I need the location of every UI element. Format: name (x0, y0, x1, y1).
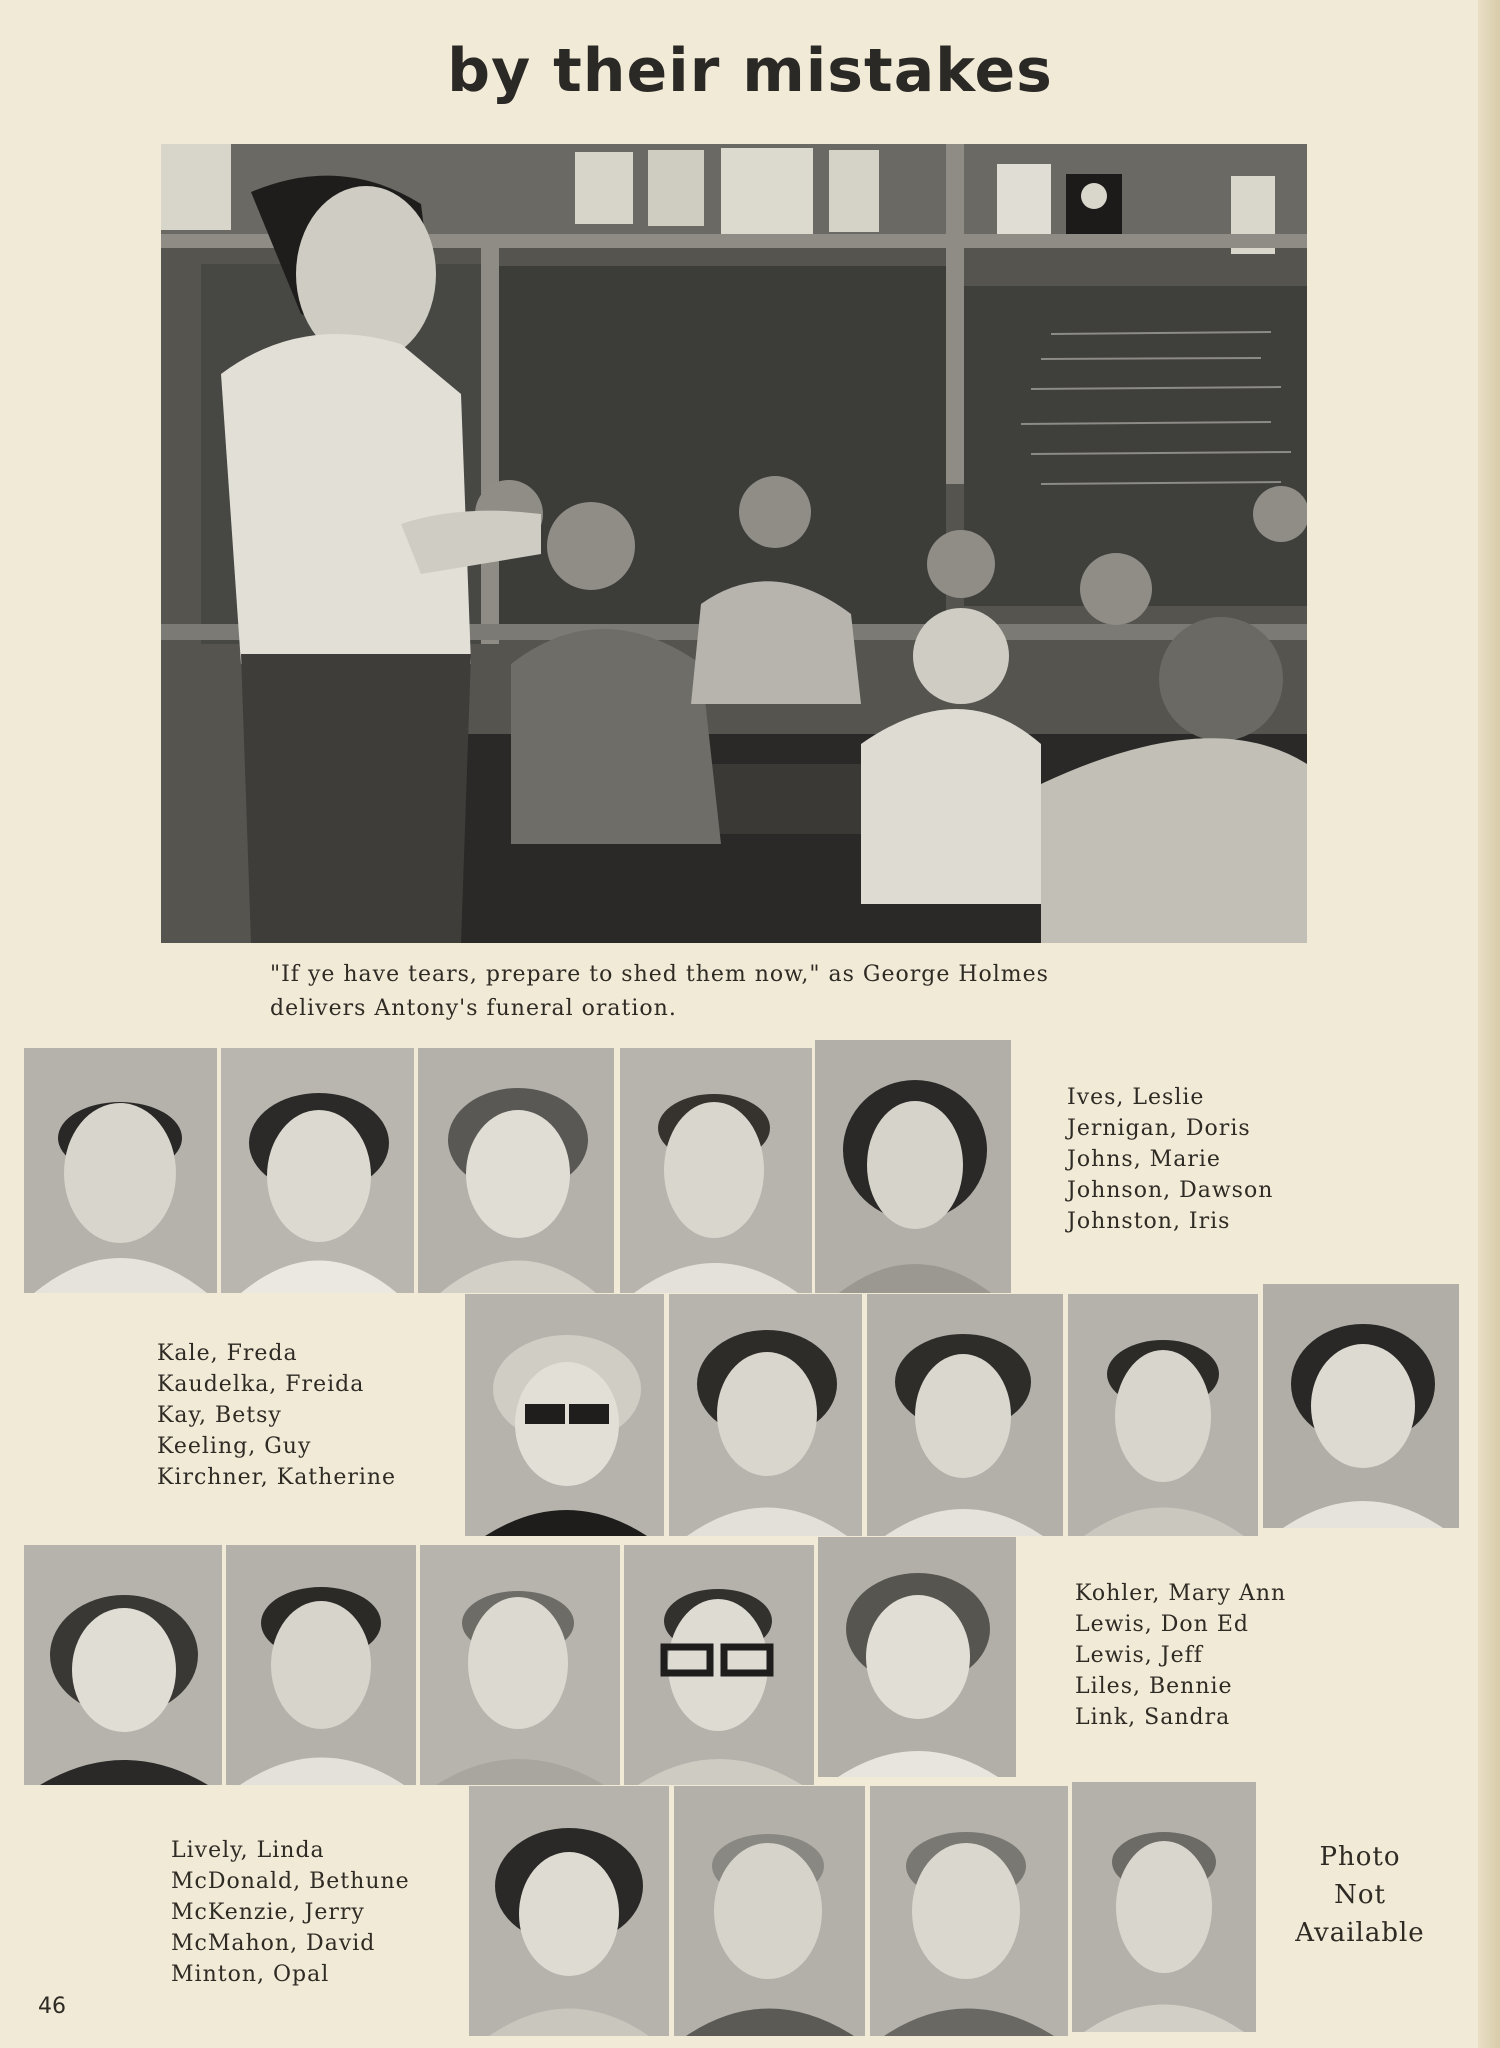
page-edge (1478, 0, 1500, 2048)
student-name: Kaudelka, Freida (157, 1372, 365, 1397)
portrait (24, 1048, 217, 1293)
names-list (1067, 1082, 1273, 1237)
placeholder-line: Available (1295, 1918, 1425, 1948)
student-name: Kale, Freda (157, 1341, 298, 1366)
names-list (171, 1835, 410, 1990)
student-name: McMahon, David (171, 1931, 376, 1956)
student-name: Kohler, Mary Ann (1075, 1581, 1287, 1606)
student-name: McDonald, Bethune (171, 1869, 410, 1894)
portrait (226, 1545, 416, 1785)
page-number: 46 (38, 1994, 66, 2019)
student-name: Johnson, Dawson (1067, 1178, 1274, 1203)
portrait (870, 1786, 1068, 2036)
student-name: Lively, Linda (171, 1838, 325, 1863)
portrait (1068, 1294, 1258, 1536)
portrait (620, 1048, 812, 1293)
classroom-photo (161, 144, 1307, 943)
placeholder-line: Not (1334, 1880, 1386, 1910)
portrait (815, 1040, 1011, 1293)
student-name: Johnston, Iris (1067, 1209, 1231, 1234)
portrait (465, 1294, 664, 1536)
student-name: Kay, Betsy (157, 1403, 282, 1428)
portrait (24, 1545, 222, 1785)
caption-line: "If ye have tears, prepare to shed them now," as George Holmes (270, 962, 1049, 987)
photo-not-available (1260, 1838, 1460, 1952)
portrait (418, 1048, 614, 1293)
caption-line: delivers Antony's funeral oration. (270, 996, 677, 1021)
portrait (221, 1048, 414, 1293)
portrait (674, 1786, 865, 2036)
portrait (1263, 1284, 1459, 1528)
names-list (1075, 1578, 1286, 1733)
student-name: McKenzie, Jerry (171, 1900, 365, 1925)
portrait (818, 1537, 1016, 1777)
student-name: Link, Sandra (1075, 1705, 1231, 1730)
student-name: Minton, Opal (171, 1962, 330, 1987)
student-name: Lewis, Don Ed (1075, 1612, 1249, 1637)
student-name: Ives, Leslie (1067, 1085, 1205, 1110)
names-list (157, 1338, 396, 1493)
photo-caption (270, 958, 1230, 1026)
portrait (867, 1294, 1063, 1536)
portrait (624, 1545, 814, 1785)
student-name: Johns, Marie (1067, 1147, 1221, 1172)
placeholder-line: Photo (1319, 1842, 1401, 1872)
portrait (469, 1786, 669, 2036)
portrait (420, 1545, 620, 1785)
student-name: Keeling, Guy (157, 1434, 312, 1459)
student-name: Liles, Bennie (1075, 1674, 1233, 1699)
portrait (669, 1294, 862, 1536)
student-name: Jernigan, Doris (1067, 1116, 1251, 1141)
page-title: by their mistakes (447, 36, 1053, 106)
student-name: Lewis, Jeff (1075, 1643, 1203, 1668)
portrait (1072, 1782, 1256, 2032)
student-name: Kirchner, Katherine (157, 1465, 397, 1490)
